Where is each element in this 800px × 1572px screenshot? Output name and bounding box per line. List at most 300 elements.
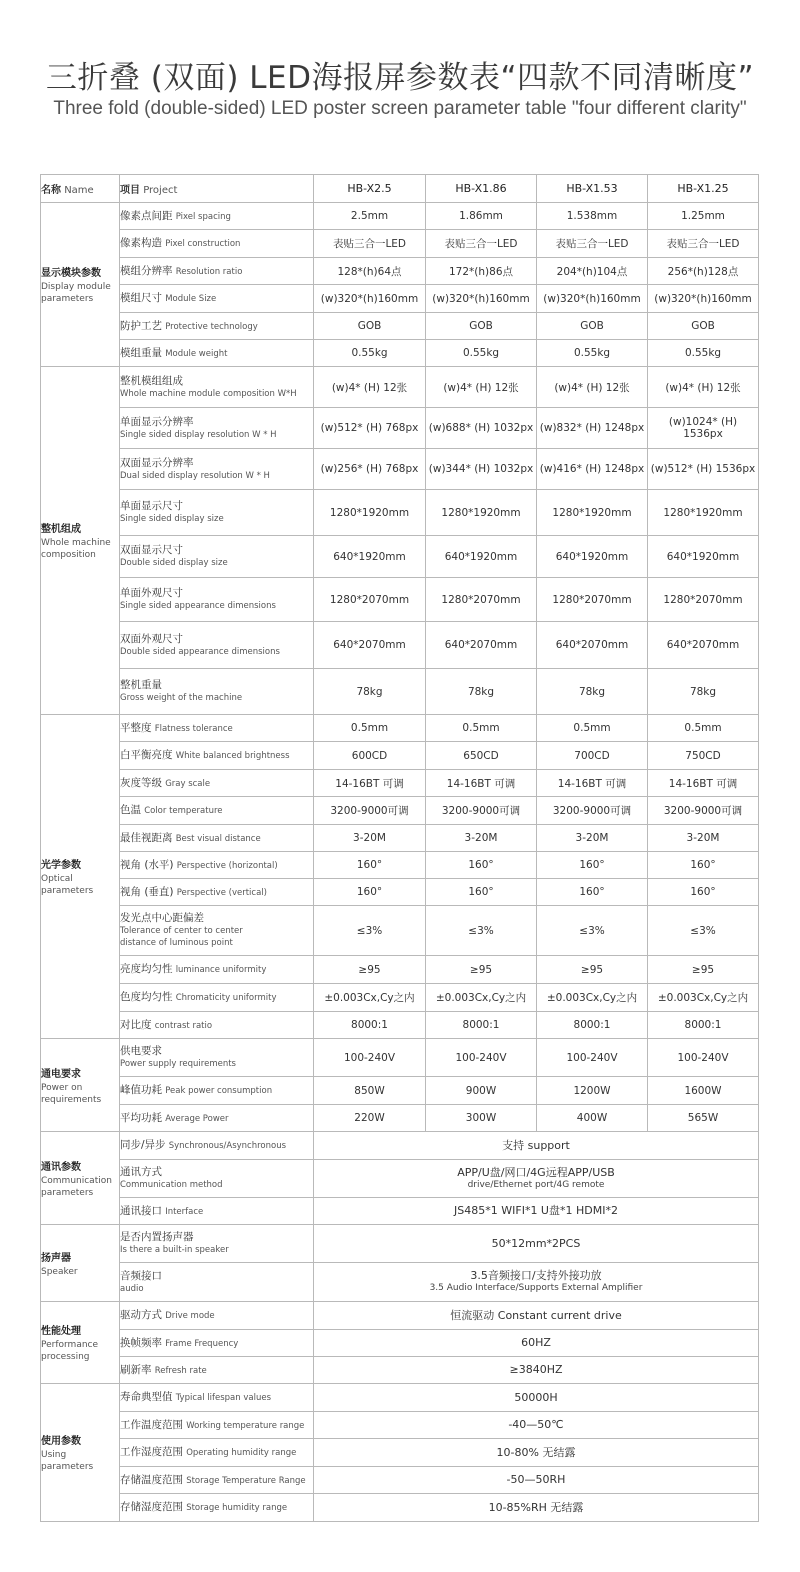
table-header-row [41, 175, 759, 203]
value-cell: 160° [537, 852, 648, 879]
category-label-en: Display module parameters [41, 282, 111, 304]
item-cell [120, 906, 314, 956]
item-label-en: Gray scale [165, 778, 211, 789]
shared-value-main: 10-85%RH 无结露 [488, 1500, 584, 1514]
table-row [41, 203, 759, 230]
value-cell: (w)512* (H) 768px [314, 408, 426, 449]
item-cell [120, 1012, 314, 1039]
item-cell [120, 1039, 314, 1077]
table-row [41, 1160, 759, 1198]
value-cell: 0.5mm [648, 715, 759, 742]
category-label-en: Whole machine composition [41, 538, 111, 560]
table-row [41, 1330, 759, 1357]
value-cell: 78kg [648, 669, 759, 715]
item-label-en: Perspective (vertical) [176, 887, 267, 898]
item-cell [120, 742, 314, 770]
item-label-zh: 色度均匀性 [120, 991, 173, 1003]
value-cell: 1280*2070mm [426, 578, 537, 622]
category-cell [41, 715, 120, 1039]
value-cell: 128*(h)64点 [314, 258, 426, 285]
item-label-en: Protective technology [165, 321, 258, 332]
value-cell: 2.5mm [314, 203, 426, 230]
item-label-en: contrast ratio [154, 1020, 213, 1031]
value-cell: 1280*1920mm [648, 490, 759, 536]
item-label-en: Is there a built-in speaker [120, 1245, 229, 1255]
value-cell: 160° [426, 879, 537, 906]
item-label-zh: 最佳视距离 [120, 831, 173, 844]
item-label-zh: 防护工艺 [120, 319, 162, 332]
table-row [41, 1494, 759, 1522]
value-cell: 14-16BT 可调 [537, 770, 648, 797]
item-label-zh: 工作温度范围 [120, 1418, 183, 1431]
item-label-zh: 模组重量 [120, 346, 162, 359]
shared-value-main: 3.5音频接口/支持外接功放 [470, 1269, 602, 1282]
item-label-en: Peak power consumption [165, 1086, 273, 1096]
value-cell: 8000:1 [537, 1012, 648, 1039]
shared-value-cell [314, 1384, 759, 1412]
shared-value-cell [314, 1357, 759, 1384]
shared-value-main: APP/U盘/网口/4G远程APP/USB [457, 1165, 615, 1179]
value-cell: 3200-9000可调 [648, 797, 759, 825]
category-cell [41, 1384, 120, 1522]
table-row [41, 1039, 759, 1077]
item-label-en: Whole machine module composition W*H [120, 388, 297, 399]
header-name: 名称 Name [41, 175, 120, 203]
table-row [41, 1412, 759, 1439]
shared-value-sub: 3.5 Audio Interface/Supports External Amplifier [429, 1283, 643, 1293]
value-cell: 1.86mm [426, 203, 537, 230]
shared-value-main: 支持 support [502, 1138, 570, 1152]
item-label-en: Module weight [165, 348, 228, 359]
value-cell: 640*1920mm [648, 536, 759, 578]
table-row [41, 313, 759, 340]
table-row [41, 449, 759, 490]
table-row [41, 285, 759, 313]
category-cell [41, 203, 120, 367]
value-cell: 0.5mm [314, 715, 426, 742]
value-cell: 100-240V [426, 1039, 537, 1077]
item-label-zh: 驱动方式 [120, 1309, 162, 1321]
item-label-zh: 通讯接口 [120, 1204, 162, 1217]
item-label-en: Refresh rate [154, 1365, 207, 1376]
item-label-en: Single sided display size [120, 514, 224, 524]
item-label-en: Chromaticity uniformity [175, 993, 277, 1003]
value-cell: 1.538mm [537, 203, 648, 230]
item-cell [120, 956, 314, 984]
item-cell [120, 490, 314, 536]
shared-value-main: JS485*1 WIFI*1 U盘*1 HDMI*2 [454, 1204, 618, 1217]
item-label-en: Double sided display size [120, 558, 228, 568]
value-cell: (w)688* (H) 1032px [426, 408, 537, 449]
value-cell: 640*1920mm [426, 536, 537, 578]
item-cell [120, 984, 314, 1012]
category-label-zh: 使用参数 [41, 1436, 81, 1447]
item-label-zh: 通讯方式 [120, 1166, 162, 1178]
category-cell [41, 1225, 120, 1302]
table-row [41, 1077, 759, 1105]
item-cell [120, 1263, 314, 1302]
value-cell: 3200-9000可调 [537, 797, 648, 825]
table-row [41, 408, 759, 449]
value-cell: 160° [648, 852, 759, 879]
shared-value-cell [314, 1467, 759, 1494]
value-cell: 14-16BT 可调 [314, 770, 426, 797]
item-label-en: White balanced brightness [175, 751, 290, 761]
value-cell: 640*2070mm [537, 622, 648, 669]
table-row [41, 1467, 759, 1494]
item-label-en: Average Power [165, 1113, 229, 1124]
table-row [41, 536, 759, 578]
value-cell: 78kg [314, 669, 426, 715]
shared-value-sub: drive/Ethernet port/4G remote [467, 1179, 605, 1190]
item-label-zh: 双面显示尺寸 [120, 544, 183, 556]
item-cell [120, 1330, 314, 1357]
item-cell [120, 408, 314, 449]
item-label-en: Typical lifespan values [175, 1393, 272, 1403]
value-cell: (w)4* (H) 12张 [648, 367, 759, 408]
table-row [41, 230, 759, 258]
table-body [41, 203, 759, 1522]
table-row [41, 1357, 759, 1384]
table-row [41, 879, 759, 906]
table-row [41, 1263, 759, 1302]
item-cell [120, 1494, 314, 1522]
shared-value-cell [314, 1263, 759, 1302]
item-label-zh: 色温 [120, 804, 141, 816]
category-label-en: Communication parameters [41, 1175, 112, 1198]
value-cell: ≥95 [314, 956, 426, 984]
item-label-en: Tolerance of center to center distance of luminous point [120, 926, 243, 948]
value-cell: 表贴三合一LED [537, 230, 648, 258]
item-cell [120, 1105, 314, 1132]
item-label-zh: 刷新率 [120, 1363, 152, 1376]
item-label-zh: 音频接口 [120, 1269, 162, 1282]
value-cell: 100-240V [648, 1039, 759, 1077]
shared-value-cell [314, 1160, 759, 1198]
item-cell [120, 1225, 314, 1263]
item-cell [120, 258, 314, 285]
value-cell: 78kg [426, 669, 537, 715]
value-cell: (w)320*(h)160mm [314, 285, 426, 313]
table-row [41, 1384, 759, 1412]
table-row [41, 340, 759, 367]
category-cell [41, 1302, 120, 1384]
item-cell [120, 879, 314, 906]
item-label-en: Resolution ratio [175, 266, 243, 277]
value-cell: ±0.003Cx,Cy之内 [314, 984, 426, 1012]
item-label-en: Dual sided display resolution W * H [120, 470, 270, 481]
item-label-zh: 单面显示分辨率 [120, 415, 194, 428]
item-label-zh: 峰值功耗 [120, 1084, 162, 1096]
item-cell [120, 340, 314, 367]
value-cell: 表贴三合一LED [426, 230, 537, 258]
item-label-zh: 对比度 [120, 1018, 152, 1031]
table-row [41, 852, 759, 879]
shared-value-main: 50000H [514, 1390, 558, 1404]
item-label-zh: 换帧频率 [120, 1336, 162, 1349]
table-row [41, 1132, 759, 1160]
item-label-zh: 灰度等级 [120, 776, 162, 789]
value-cell: 160° [314, 879, 426, 906]
table-row [41, 956, 759, 984]
category-label-en: Performance processing [41, 1340, 99, 1362]
table-row [41, 578, 759, 622]
item-cell [120, 1357, 314, 1384]
item-label-zh: 亮度均匀性 [120, 963, 173, 975]
item-cell [120, 536, 314, 578]
table-row [41, 770, 759, 797]
item-cell [120, 622, 314, 669]
value-cell: ≤3% [426, 906, 537, 956]
value-cell: 640*1920mm [537, 536, 648, 578]
item-label-zh: 白平衡亮度 [120, 749, 173, 761]
value-cell: 1280*1920mm [426, 490, 537, 536]
item-label-en: Working temperature range [186, 1420, 305, 1431]
item-cell [120, 1439, 314, 1467]
shared-value-cell [314, 1302, 759, 1330]
value-cell: GOB [314, 313, 426, 340]
value-cell: 1200W [537, 1077, 648, 1105]
category-label-zh: 通电要求 [41, 1068, 81, 1080]
value-cell: ≤3% [537, 906, 648, 956]
value-cell: 640*1920mm [314, 536, 426, 578]
item-cell [120, 230, 314, 258]
item-cell [120, 578, 314, 622]
value-cell: ±0.003Cx,Cy之内 [426, 984, 537, 1012]
item-label-zh: 像素点间距 [120, 209, 173, 222]
value-cell: 3200-9000可调 [314, 797, 426, 825]
item-cell [120, 1384, 314, 1412]
shared-value-main: ≥3840HZ [509, 1363, 563, 1376]
value-cell: 640*2070mm [314, 622, 426, 669]
item-label-zh: 整机模组组成 [120, 374, 183, 387]
header-model: HB-X1.53 [537, 175, 648, 203]
table-row [41, 906, 759, 956]
value-cell: 0.55kg [648, 340, 759, 367]
value-cell: 565W [648, 1105, 759, 1132]
item-label-en: Pixel spacing [175, 211, 231, 222]
item-label-zh: 视角 (水平) [120, 858, 174, 871]
category-label-en: Power on requirements [41, 1082, 102, 1105]
value-cell: 3200-9000可调 [426, 797, 537, 825]
item-cell [120, 797, 314, 825]
category-label-en: Using parameters [41, 1450, 94, 1472]
value-cell: 650CD [426, 742, 537, 770]
shared-value-cell [314, 1198, 759, 1225]
shared-value-main: -40—50℃ [508, 1418, 564, 1431]
table-row [41, 1012, 759, 1039]
shared-value-main: 10-80% 无结露 [496, 1445, 576, 1459]
item-label-zh: 平整度 [120, 721, 152, 734]
value-cell: 0.55kg [426, 340, 537, 367]
shared-value-main: 60HZ [521, 1336, 551, 1349]
item-label-en: Best visual distance [175, 833, 261, 844]
value-cell: 8000:1 [648, 1012, 759, 1039]
item-label-en: Drive mode [165, 1311, 215, 1321]
table-row [41, 1302, 759, 1330]
item-label-en: Storage humidity range [186, 1503, 288, 1513]
value-cell: (w)512* (H) 1536px [648, 449, 759, 490]
value-cell: ±0.003Cx,Cy之内 [537, 984, 648, 1012]
item-label-zh: 寿命典型值 [120, 1391, 173, 1403]
value-cell: 0.5mm [537, 715, 648, 742]
item-label-en: Operating humidity range [186, 1448, 297, 1458]
item-cell [120, 1302, 314, 1330]
item-label-en: Single sided display resolution W * H [120, 429, 277, 440]
item-label-en: audio [120, 1283, 144, 1294]
table-row [41, 622, 759, 669]
value-cell: (w)320*(h)160mm [537, 285, 648, 313]
item-label-zh: 双面显示分辨率 [120, 456, 194, 469]
value-cell: 300W [426, 1105, 537, 1132]
item-cell [120, 770, 314, 797]
value-cell: 3-20M [426, 825, 537, 852]
value-cell: 160° [537, 879, 648, 906]
item-label-en: Module Size [165, 294, 217, 304]
value-cell: 14-16BT 可调 [426, 770, 537, 797]
table-row [41, 825, 759, 852]
value-cell: 172*(h)86点 [426, 258, 537, 285]
item-label-zh: 模组尺寸 [120, 292, 162, 304]
value-cell: 256*(h)128点 [648, 258, 759, 285]
item-cell [120, 367, 314, 408]
value-cell: GOB [537, 313, 648, 340]
value-cell: 100-240V [314, 1039, 426, 1077]
item-label-zh: 同步/异步 [120, 1139, 166, 1151]
category-label-zh: 整机组成 [41, 524, 81, 535]
item-cell [120, 285, 314, 313]
header-model: HB-X1.86 [426, 175, 537, 203]
value-cell: 700CD [537, 742, 648, 770]
value-cell: (w)4* (H) 12张 [426, 367, 537, 408]
value-cell: 1.25mm [648, 203, 759, 230]
item-cell [120, 715, 314, 742]
table-row [41, 715, 759, 742]
item-cell [120, 1412, 314, 1439]
item-cell [120, 1160, 314, 1198]
value-cell: 1280*2070mm [537, 578, 648, 622]
item-label-zh: 视角 (垂直) [120, 885, 174, 898]
table-row [41, 1105, 759, 1132]
category-label-en: Speaker [41, 1266, 78, 1277]
item-cell [120, 1198, 314, 1225]
table-row [41, 367, 759, 408]
page-title-en: Three fold (double-sided) LED poster screen parameter table "four different clarity" [53, 98, 747, 119]
table-row [41, 797, 759, 825]
value-cell: 表贴三合一LED [314, 230, 426, 258]
item-label-zh: 工作湿度范围 [120, 1446, 183, 1458]
item-label-zh: 是否内置扬声器 [120, 1231, 194, 1243]
table-row [41, 490, 759, 536]
value-cell: 900W [426, 1077, 537, 1105]
value-cell: 8000:1 [426, 1012, 537, 1039]
value-cell: GOB [648, 313, 759, 340]
table-row [41, 1198, 759, 1225]
item-label-en: Single sided appearance dimensions [120, 601, 276, 611]
item-label-en: Synchronous/Asynchronous [168, 1141, 287, 1151]
value-cell: (w)4* (H) 12张 [314, 367, 426, 408]
item-cell [120, 203, 314, 230]
item-label-en: Gross weight of the machine [120, 693, 243, 703]
item-label-zh: 模组分辨率 [120, 264, 173, 277]
item-cell [120, 449, 314, 490]
value-cell: 3-20M [314, 825, 426, 852]
category-label-en: Optical parameters [41, 874, 94, 896]
item-label-en: Storage Temperature Range [186, 1475, 306, 1486]
value-cell: 1600W [648, 1077, 759, 1105]
item-label-zh: 发光点中心距偏差 [120, 912, 204, 924]
category-cell [41, 1132, 120, 1225]
category-cell [41, 367, 120, 715]
value-cell: 8000:1 [314, 1012, 426, 1039]
category-label-zh: 性能处理 [41, 1326, 81, 1337]
table-row [41, 669, 759, 715]
value-cell: 14-16BT 可调 [648, 770, 759, 797]
value-cell: 1280*2070mm [648, 578, 759, 622]
table-row [41, 1225, 759, 1263]
item-cell [120, 1132, 314, 1160]
shared-value-cell [314, 1225, 759, 1263]
table-row [41, 742, 759, 770]
category-label-zh: 光学参数 [41, 860, 81, 871]
item-cell [120, 852, 314, 879]
category-label-zh: 扬声器 [41, 1252, 71, 1264]
value-cell: 1280*1920mm [314, 490, 426, 536]
item-label-en: Interface [165, 1206, 204, 1217]
value-cell: 640*2070mm [648, 622, 759, 669]
value-cell: 160° [426, 852, 537, 879]
item-label-zh: 整机重量 [120, 679, 162, 691]
value-cell: ≥95 [426, 956, 537, 984]
item-label-en: Color temperature [144, 806, 223, 816]
item-cell [120, 1077, 314, 1105]
table-row [41, 984, 759, 1012]
item-cell [120, 1467, 314, 1494]
category-label-zh: 通讯参数 [41, 1161, 81, 1173]
category-cell [41, 1039, 120, 1132]
value-cell: ≥95 [537, 956, 648, 984]
value-cell: 400W [537, 1105, 648, 1132]
value-cell: 0.5mm [426, 715, 537, 742]
item-label-en: luminance uniformity [175, 965, 267, 975]
value-cell: ±0.003Cx,Cy之内 [648, 984, 759, 1012]
value-cell: 1280*1920mm [537, 490, 648, 536]
value-cell: 78kg [537, 669, 648, 715]
value-cell: 0.55kg [314, 340, 426, 367]
value-cell: (w)832* (H) 1248px [537, 408, 648, 449]
item-label-zh: 存储温度范围 [120, 1473, 183, 1486]
item-label-zh: 供电要求 [120, 1045, 162, 1057]
shared-value-main: 恒流驱动 Constant current drive [450, 1308, 622, 1322]
value-cell: ≥95 [648, 956, 759, 984]
value-cell: 160° [648, 879, 759, 906]
header-project: 项目 Project [120, 175, 314, 203]
shared-value-cell [314, 1439, 759, 1467]
shared-value-main: 50*12mm*2PCS [491, 1236, 581, 1250]
item-label-en: Double sided appearance dimensions [120, 646, 280, 657]
parameter-table [40, 174, 759, 1522]
value-cell: 204*(h)104点 [537, 258, 648, 285]
item-label-en: Power supply requirements [120, 1059, 236, 1069]
value-cell: (w)4* (H) 12张 [537, 367, 648, 408]
value-cell: 600CD [314, 742, 426, 770]
value-cell: 0.55kg [537, 340, 648, 367]
item-label-zh: 平均功耗 [120, 1111, 162, 1124]
value-cell: 3-20M [648, 825, 759, 852]
item-label-zh: 单面显示尺寸 [120, 500, 183, 512]
item-label-en: Pixel construction [165, 239, 241, 249]
item-cell [120, 669, 314, 715]
